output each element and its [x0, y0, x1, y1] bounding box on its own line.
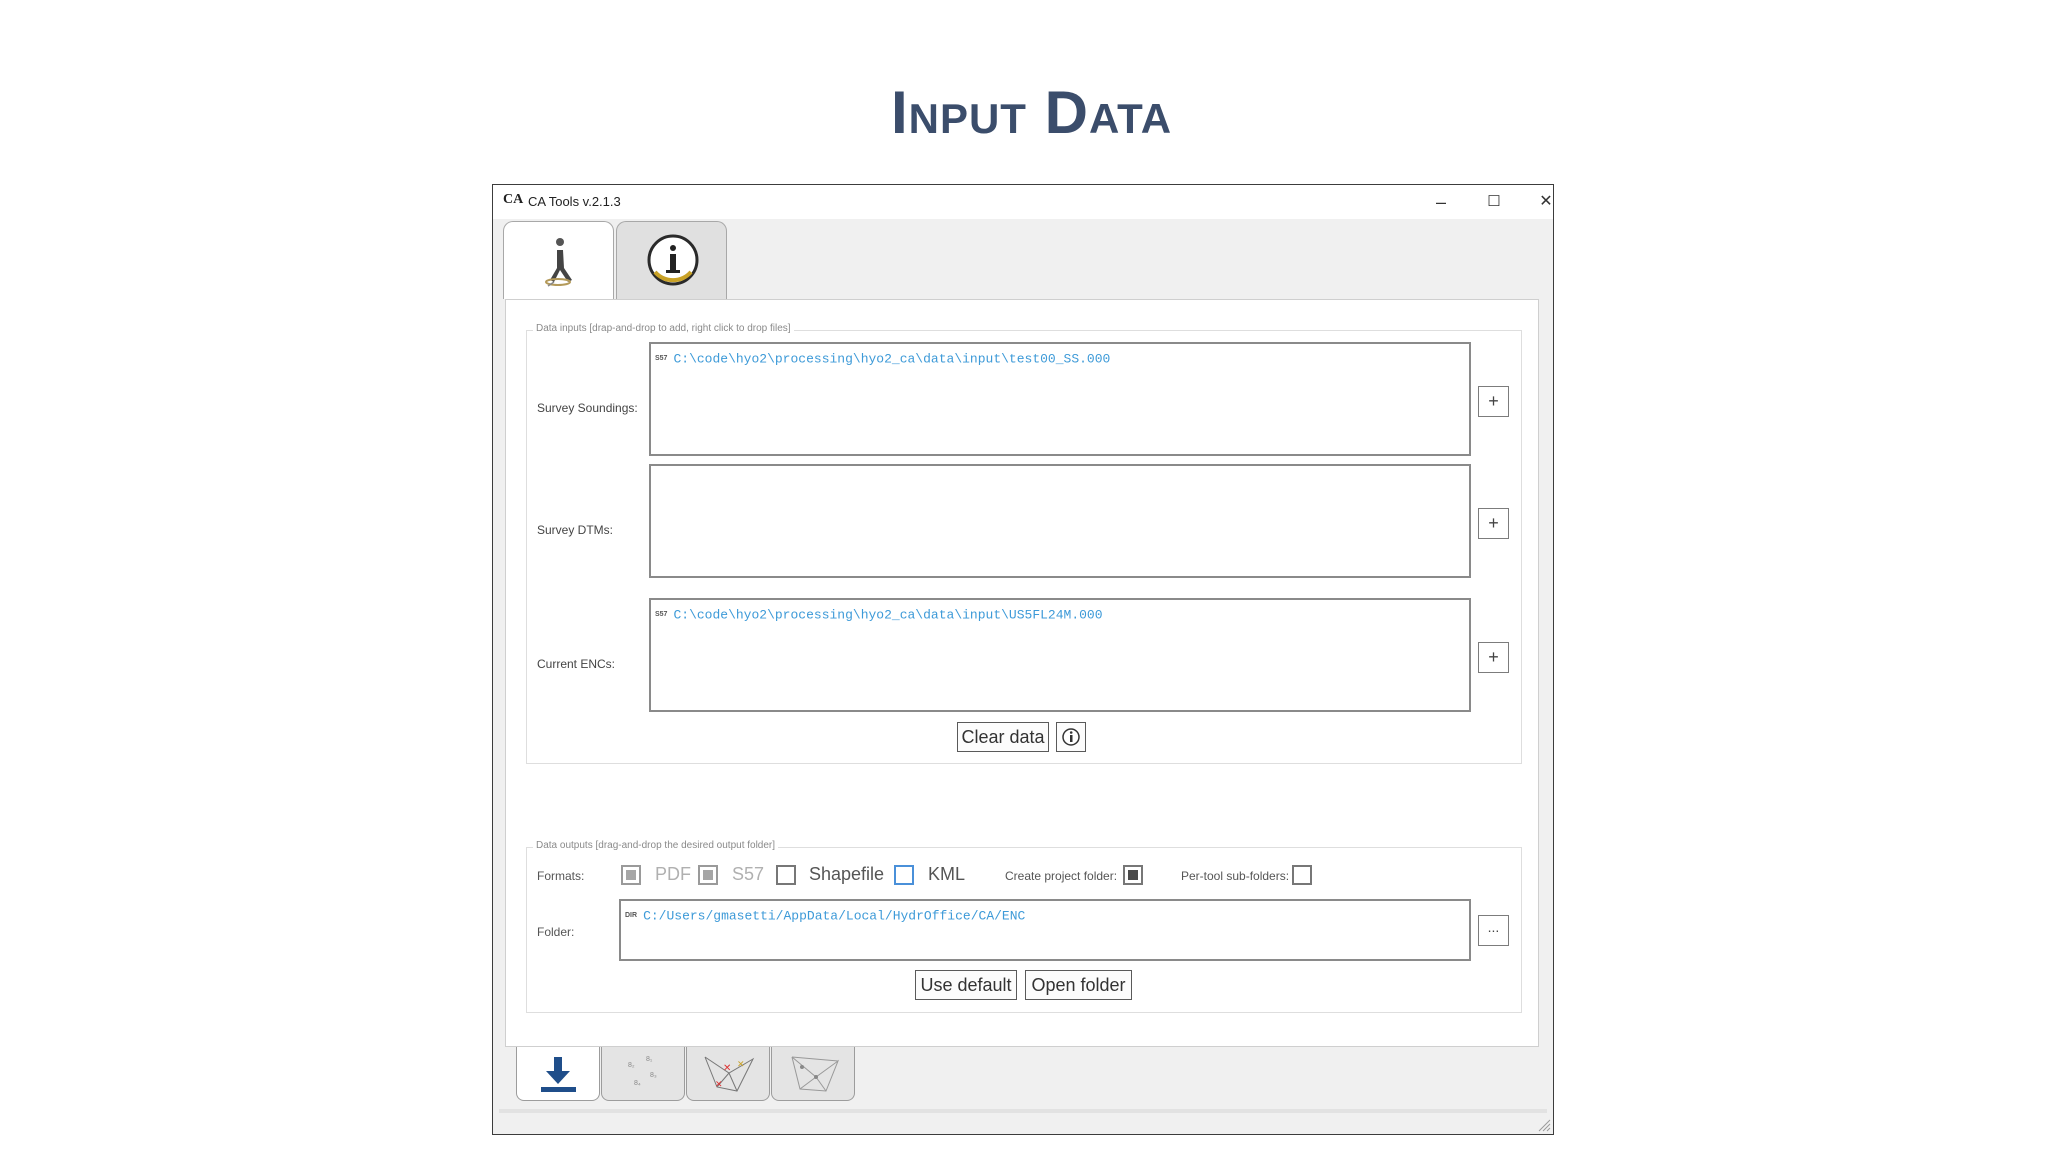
- add-survey-dtms-button[interactable]: +: [1478, 508, 1509, 539]
- tab-network[interactable]: [771, 1047, 855, 1101]
- tab-surveyor[interactable]: [503, 221, 614, 299]
- tab-info[interactable]: [616, 221, 727, 299]
- maximize-button[interactable]: ☐: [1487, 193, 1501, 210]
- survey-dtms-label: Survey DTMs:: [537, 523, 614, 537]
- surveyor-icon: [504, 222, 615, 300]
- open-folder-button[interactable]: Open folder: [1025, 970, 1132, 1000]
- tab-soundings[interactable]: [601, 1047, 685, 1101]
- pdf-label: PDF: [655, 864, 691, 884]
- folder-icon: DIR: [625, 912, 638, 920]
- s57-label: S57: [732, 864, 765, 884]
- resize-grip-icon[interactable]: [1537, 1118, 1551, 1132]
- shapefile-label: Shapefile: [809, 864, 885, 884]
- svg-text:8₂: 8₂: [628, 1062, 635, 1069]
- window-title: CA Tools v.2.1.3: [528, 194, 621, 209]
- add-survey-soundings-button[interactable]: +: [1478, 386, 1509, 417]
- survey-soundings-list[interactable]: [649, 342, 1471, 456]
- clear-data-button[interactable]: Clear data: [957, 722, 1049, 752]
- data-outputs-legend: Data outputs [drag-and-drop the desired output folder]: [533, 840, 778, 851]
- info-icon: [617, 222, 728, 300]
- svg-text:8₁: 8₁: [646, 1056, 653, 1063]
- add-current-encs-button[interactable]: +: [1478, 642, 1509, 673]
- list-item[interactable]: [655, 606, 1103, 624]
- per-tool-subfolders-checkbox[interactable]: [1292, 865, 1312, 885]
- s57-checkbox[interactable]: [698, 865, 718, 885]
- svg-text:✕: ✕: [737, 1059, 745, 1069]
- app-window: [492, 184, 1554, 1135]
- formats-label: Formats:: [537, 869, 585, 883]
- triangulation-icon: [687, 1047, 771, 1101]
- slide-title: Input Data: [890, 79, 1173, 146]
- output-folder-field[interactable]: [619, 899, 1471, 961]
- pdf-checkbox[interactable]: [621, 865, 641, 885]
- s57-file-icon: S57: [655, 611, 668, 619]
- svg-text:✕: ✕: [715, 1079, 723, 1089]
- app-logo-icon: CA: [503, 192, 524, 207]
- create-project-folder-checkbox[interactable]: [1123, 865, 1143, 885]
- title-bar: [493, 185, 1553, 219]
- status-bar: [499, 1109, 1547, 1113]
- svg-text:8₄: 8₄: [634, 1080, 641, 1087]
- main-panel: [505, 299, 1539, 1047]
- close-button[interactable]: ✕: [1539, 193, 1553, 210]
- current-encs-list[interactable]: [649, 598, 1471, 712]
- data-inputs-group: [526, 323, 1522, 764]
- survey-dtms-list[interactable]: [649, 464, 1471, 578]
- kml-label: KML: [928, 864, 966, 884]
- folder-path: C:/Users/gmasetti/AppData/Local/HydrOffice/CA/ENC: [643, 908, 1026, 924]
- browse-folder-button[interactable]: ...: [1478, 915, 1509, 946]
- data-inputs-legend: Data inputs [drap-and-drop to add, right click to drop files]: [533, 323, 794, 334]
- tab-download[interactable]: [516, 1047, 600, 1101]
- svg-text:✕: ✕: [723, 1063, 732, 1074]
- s57-file-icon: S57: [655, 355, 668, 363]
- create-project-folder-label: Create project folder:: [1005, 869, 1118, 883]
- shapefile-checkbox[interactable]: [776, 865, 796, 885]
- folder-label: Folder:: [537, 925, 575, 939]
- tab-triangulation[interactable]: [686, 1047, 770, 1101]
- network-icon: [772, 1047, 856, 1101]
- svg-text:8₃: 8₃: [650, 1072, 657, 1079]
- current-encs-label: Current ENCs:: [537, 657, 616, 671]
- kml-checkbox[interactable]: [894, 865, 914, 885]
- data-outputs-group: [526, 840, 1522, 1013]
- list-item[interactable]: [625, 907, 1025, 925]
- file-path: C:\code\hyo2\processing\hyo2_ca\data\input\test00_SS.000: [673, 351, 1111, 367]
- minimize-button[interactable]: –: [1435, 192, 1446, 212]
- file-path: C:\code\hyo2\processing\hyo2_ca\data\input\US5FL24M.000: [673, 607, 1103, 623]
- use-default-button[interactable]: Use default: [915, 970, 1017, 1000]
- info-icon: [1057, 723, 1085, 751]
- soundings-icon: [602, 1047, 686, 1101]
- inputs-info-button[interactable]: [1056, 722, 1086, 752]
- survey-soundings-label: Survey Soundings:: [537, 401, 638, 415]
- list-item[interactable]: [655, 350, 1110, 368]
- download-icon: [517, 1047, 601, 1101]
- per-tool-subfolders-label: Per-tool sub-folders:: [1181, 869, 1290, 883]
